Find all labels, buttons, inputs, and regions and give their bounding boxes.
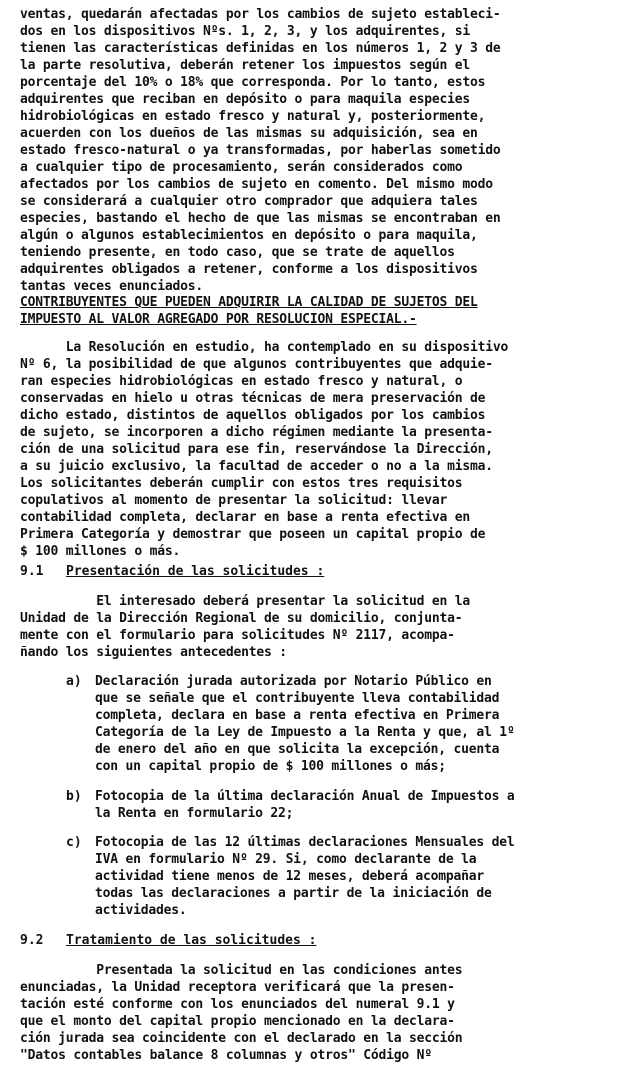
text-line: adquirentes que reciban en depósito o para maquila especies bbox=[20, 92, 470, 107]
text-line: Unidad de la Dirección Regional de su domicilio, conjunta- bbox=[20, 611, 463, 626]
text-line: "Datos contables balance 8 columnas y otros" Código Nº bbox=[20, 1048, 432, 1063]
text-line: estado fresco-natural o ya transformadas, por haberlas sometido bbox=[20, 143, 501, 158]
text-line: contabilidad completa, declarar en base a renta efectiva en bbox=[20, 510, 470, 525]
text-line: Los solicitantes deberán cumplir con estos tres requisitos bbox=[20, 476, 463, 491]
text-line: algún o algunos establecimientos en depósito o para maquila, bbox=[20, 228, 478, 243]
heading-line: IMPUESTO AL VALOR AGREGADO POR RESOLUCION ESPECIAL.- bbox=[20, 312, 417, 327]
text-line: la parte resolutiva, deberán retener los impuestos según el bbox=[20, 58, 470, 73]
item-letter: c) bbox=[66, 835, 82, 850]
text-line: ñando los siguientes antecedentes : bbox=[20, 645, 287, 660]
text-line: tienen las características definidas en los números 1, 2 y 3 de bbox=[20, 41, 501, 56]
text-line: con un capital propio de $ 100 millones o más; bbox=[95, 759, 446, 774]
text-line: a cualquier tipo de procesamiento, serán considerados como bbox=[20, 160, 463, 175]
text-line: la Renta en formulario 22; bbox=[95, 806, 294, 821]
text-line: de enero del año en que solicita la excepción, cuenta bbox=[95, 742, 500, 757]
text-line: Categoría de la Ley de Impuesto a la Renta y que, al 1º bbox=[95, 725, 515, 740]
text-line: copulativos al momento de presentar la solicitud: llevar bbox=[20, 493, 448, 508]
text-line: de sujeto, se incorporen a dicho régimen mediante la presenta- bbox=[20, 425, 493, 440]
heading-line: CONTRIBUYENTES QUE PUEDEN ADQUIRIR LA CALIDAD DE SUJETOS DEL bbox=[20, 295, 478, 310]
text-line: Nº 6, la posibilidad de que algunos contribuyentes que adquie- bbox=[20, 357, 493, 372]
text-line: adquirentes obligados a retener, conforme a los dispositivos bbox=[20, 262, 478, 277]
section-title: Presentación de las solicitudes : bbox=[66, 564, 325, 579]
text-line: ción de una solicitud para ese fin, reservándose la Dirección, bbox=[20, 442, 493, 457]
text-line: que el monto del capital propio mencionado en la declara- bbox=[20, 1014, 455, 1029]
text-line: Presentada la solicitud en las condiciones antes bbox=[20, 963, 463, 978]
text-line: completa, declara en base a renta efectiva en Primera bbox=[95, 708, 500, 723]
text-line: conservadas en hielo u otras técnicas de mera preservación de bbox=[20, 391, 486, 406]
section-title: Tratamiento de las solicitudes : bbox=[66, 933, 317, 948]
text-line: tantas veces enunciados. bbox=[20, 279, 204, 294]
text-line: ción jurada sea coincidente con el declarado en la sección bbox=[20, 1031, 463, 1046]
text-line: Fotocopia de la última declaración Anual de Impuestos a bbox=[95, 789, 515, 804]
text-line: $ 100 millones o más. bbox=[20, 544, 181, 559]
text-line: todas las declaraciones a partir de la iniciación de bbox=[95, 886, 492, 901]
text-line: IVA en formulario Nº 29. Si, como declarante de la bbox=[95, 852, 477, 867]
text-line: tación esté conforme con los enunciados del numeral 9.1 y bbox=[20, 997, 455, 1012]
text-line: El interesado deberá presentar la solicitud en la bbox=[20, 594, 470, 609]
text-line: Declaración jurada autorizada por Notario Público en bbox=[95, 674, 492, 689]
text-line: que se señale que el contribuyente lleva contabilidad bbox=[95, 691, 500, 706]
text-line: Primera Categoría y demostrar que poseen un capital propio de bbox=[20, 527, 486, 542]
text-line: a su juicio exclusivo, la facultad de acceder o no a la misma. bbox=[20, 459, 493, 474]
section-number: 9.2 bbox=[20, 933, 44, 948]
item-letter: b) bbox=[66, 789, 82, 804]
text-line: ventas, quedarán afectadas por los cambios de sujeto estableci- bbox=[20, 7, 501, 22]
text-line: mente con el formulario para solicitudes Nº 2117, acompa- bbox=[20, 628, 455, 643]
text-line: actividad tiene menos de 12 meses, deberá acompañar bbox=[95, 869, 484, 884]
text-line: teniendo presente, en todo caso, que se trate de aquellos bbox=[20, 245, 455, 260]
text-line: enunciadas, la Unidad receptora verificará que la presen- bbox=[20, 980, 455, 995]
text-line: se considerará a cualquier otro comprador que adquiera tales bbox=[20, 194, 478, 209]
text-line: La Resolución en estudio, ha contemplado en su dispositivo bbox=[20, 340, 509, 355]
text-line: Fotocopia de las 12 últimas declaraciones Mensuales del bbox=[95, 835, 515, 850]
text-line: actividades. bbox=[95, 903, 187, 918]
text-line: hidrobiológicas en estado fresco y natural y, posteriormente, bbox=[20, 109, 486, 124]
text-line: afectados por los cambios de sujeto en comento. Del mismo modo bbox=[20, 177, 493, 192]
text-line: dicho estado, distintos de aquellos obligados por los cambios bbox=[20, 408, 486, 423]
section-number: 9.1 bbox=[20, 564, 44, 579]
text-line: porcentaje del 10% o 18% que corresponda. Por lo tanto, estos bbox=[20, 75, 486, 90]
text-line: dos en los dispositivos Nºs. 1, 2, 3, y los adquirentes, si bbox=[20, 24, 470, 39]
text-line: especies, bastando el hecho de que las mismas se encontraban en bbox=[20, 211, 501, 226]
text-line: acuerden con los dueños de las mismas su adquisición, sea en bbox=[20, 126, 478, 141]
text-line: ran especies hidrobiológicas en estado fresco y natural, o bbox=[20, 374, 463, 389]
item-letter: a) bbox=[66, 674, 82, 689]
